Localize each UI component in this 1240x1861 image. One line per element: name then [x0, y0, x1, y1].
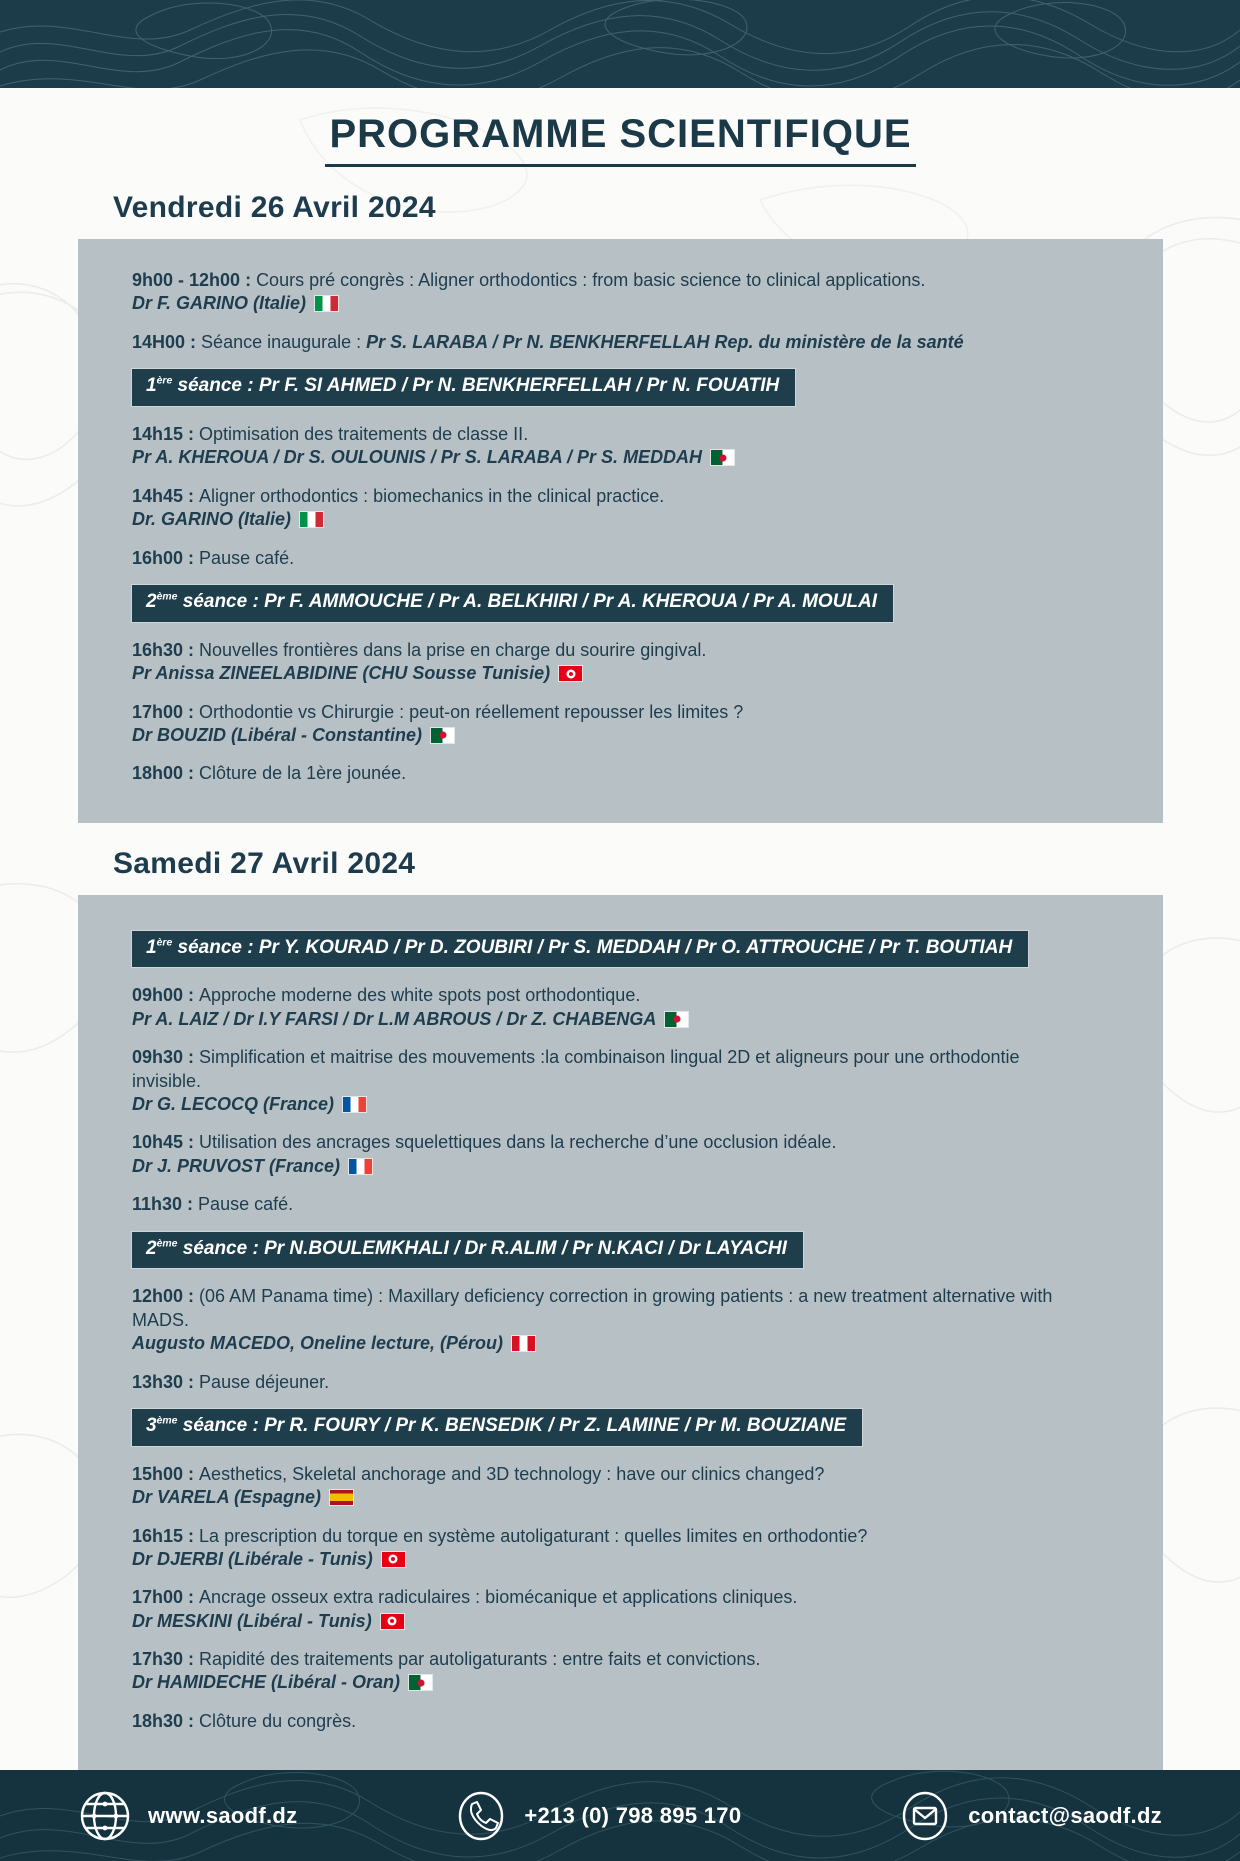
talk-line [132, 701, 1093, 724]
talk-line [132, 547, 1093, 570]
talk-row [132, 1046, 1093, 1116]
day-heading: Vendredi 26 Avril 2024 [113, 191, 436, 224]
talk-time: 16h30 [132, 639, 184, 660]
flag-spain-icon [330, 1490, 353, 1505]
speaker-line [132, 1155, 1093, 1178]
talk-row [132, 1648, 1093, 1695]
talk-line [132, 1710, 1093, 1733]
flag-tunisia-icon [559, 666, 582, 681]
talk-time-separator: : [183, 1047, 200, 1068]
speaker-line [132, 1332, 1093, 1355]
talk-time: 10h45 [132, 1132, 184, 1153]
talk-line [132, 1131, 1093, 1154]
flag-france-icon [349, 1159, 372, 1174]
talk-time: 18h00 [132, 763, 184, 784]
talk-time-separator: : [183, 1587, 200, 1608]
session-bar [132, 1232, 803, 1269]
phone-contact [454, 1789, 741, 1843]
speaker-line [132, 1548, 1093, 1571]
talk-row [132, 1131, 1093, 1178]
speaker-name: Dr J. PRUVOST (France) [132, 1155, 341, 1176]
speaker-line [132, 292, 1093, 315]
speaker-line [132, 1610, 1093, 1633]
talk-row [132, 1285, 1093, 1355]
talk-time-separator: : [183, 985, 200, 1006]
talk-title: Ancrage osseux extra radiculaires : biomécanique et applications cliniques. [199, 1587, 798, 1608]
speaker-name: Dr BOUZID (Libéral - Constantine) [132, 724, 423, 745]
speaker-line [132, 446, 1093, 469]
speaker-name: Augusto MACEDO, Oneline lecture, (Pérou) [132, 1333, 504, 1354]
footer-band [0, 1770, 1240, 1861]
day-heading: Samedi 27 Avril 2024 [113, 846, 416, 880]
talk-time-separator: : [183, 547, 200, 568]
speaker-name: Dr G. LECOCQ (France) [132, 1094, 335, 1115]
talk-time: 11h30 [132, 1194, 183, 1215]
talk-time-separator: : [240, 270, 257, 290]
talk-title: Cours pré congrès : Aligner orthodontics : from basic science to clinical applications. [256, 270, 926, 290]
session-number: 1 [146, 936, 157, 958]
session-ordinal-suffix: ère [156, 937, 173, 949]
talk-row [132, 269, 1093, 316]
globe-icon [78, 1789, 132, 1843]
talk-title: Clôture du congrès. [199, 1710, 357, 1731]
talk-line [132, 1046, 1093, 1093]
flag-algeria-icon [409, 1675, 432, 1690]
website-label: www.saodf.dz [148, 1802, 298, 1828]
talk-row [132, 331, 1093, 354]
talk-row [132, 701, 1093, 748]
talk-time-separator: : [183, 423, 200, 444]
talk-row [132, 1586, 1093, 1633]
talk-row [132, 984, 1093, 1031]
phone-label: +213 (0) 798 895 170 [524, 1802, 742, 1828]
talk-time-separator: : [183, 1710, 200, 1731]
talk-time-separator: : [183, 701, 200, 722]
header-topography-pattern [0, 0, 1240, 88]
talk-title: Simplification et maitrise des mouvements :la combinaison lingual 2D et aligneurs pour une orthodontie invisible. [132, 1047, 1020, 1091]
talk-row [132, 485, 1093, 532]
talk-line [132, 269, 1093, 292]
talk-title: Aesthetics, Skeletal anchorage and 3D technology : have our clinics changed? [199, 1463, 825, 1484]
talk-title: Pause café. [198, 1194, 294, 1215]
flag-tunisia-icon [382, 1552, 405, 1567]
speaker-name: Pr A. LAIZ / Dr I.Y FARSI / Dr L.M ABROUS / Dr Z. CHABENGA [132, 1008, 657, 1029]
talk-time-separator: : [185, 331, 202, 352]
talk-time: 16h15 [132, 1525, 184, 1546]
talk-time-separator: : [183, 1371, 200, 1392]
flag-tunisia-icon [381, 1614, 404, 1629]
talk-line [132, 1463, 1093, 1486]
session-number: 2 [146, 1237, 157, 1259]
speaker-name: Dr MESKINI (Libéral - Tunis) [132, 1610, 372, 1631]
flag-france-icon [343, 1097, 366, 1112]
session-number: 3 [146, 1414, 157, 1436]
session-bar [132, 931, 1028, 968]
speaker-name: Dr VARELA (Espagne) [132, 1487, 322, 1508]
speaker-line [132, 1008, 1093, 1031]
talk-title: Utilisation des ancrages squelettiques dans la recherche d’une occlusion idéale. [199, 1132, 837, 1153]
talk-title: Clôture de la 1ère jounée. [199, 763, 407, 784]
phone-icon [454, 1789, 508, 1843]
website-contact [78, 1789, 297, 1843]
talk-time: 14h15 [132, 423, 184, 444]
flag-peru-icon [512, 1336, 535, 1351]
email-contact [898, 1789, 1162, 1843]
talk-line [132, 485, 1093, 508]
talk-time: 13h30 [132, 1371, 184, 1392]
flag-algeria-icon [711, 450, 734, 465]
talk-title: Orthodontie vs Chirurgie : peut-on réellement repousser les limites ? [199, 701, 744, 722]
session-number: 1 [146, 375, 157, 397]
talk-row [132, 1525, 1093, 1572]
speaker-line [132, 662, 1093, 685]
talk-title: Aligner orthodontics : biomechanics in the clinical practice. [199, 485, 665, 506]
talk-line [132, 1193, 1093, 1216]
session-chairs: séance : Pr N.BOULEMKHALI / Dr R.ALIM / Pr N.KACI / Dr LAYACHI [177, 1237, 787, 1259]
talk-line [132, 1371, 1093, 1394]
talk-time: 18h30 [132, 1710, 184, 1731]
talk-time-separator: : [183, 1463, 200, 1484]
talk-title: Pause déjeuner. [199, 1371, 330, 1392]
talk-row [132, 547, 1093, 570]
speaker-line [132, 1486, 1093, 1509]
talk-time-separator: : [183, 485, 200, 506]
talk-time: 12h00 [132, 1286, 184, 1307]
talk-line [132, 984, 1093, 1007]
talk-line [132, 331, 1093, 354]
talk-title: Rapidité des traitements par autoligaturants : entre faits et convictions. [199, 1649, 761, 1670]
speaker-name: Pr S. LARABA / Pr N. BENKHERFELLAH Rep. du ministère de la santé [361, 331, 964, 352]
session-chairs: séance : Pr F. SI AHMED / Pr N. BENKHERFELLAH / Pr N. FOUATIH [172, 375, 780, 397]
talk-title: Séance inaugurale : [201, 331, 362, 352]
session-chairs: séance : Pr F. AMMOUCHE / Pr A. BELKHIRI / Pr A. KHEROUA / Pr A. MOULAI [177, 590, 878, 612]
session-ordinal-suffix: ème [156, 1238, 178, 1250]
flag-italy-icon [315, 296, 338, 311]
day-panel [78, 895, 1163, 1771]
talk-time-separator: : [183, 1525, 200, 1546]
speaker-name: Pr Anissa ZINEELABIDINE (CHU Sousse Tunisie) [132, 663, 551, 684]
talk-time-separator: : [183, 1286, 200, 1307]
talk-time: 15h00 [132, 1463, 184, 1484]
speaker-name: Dr. GARINO (Italie) [132, 509, 292, 530]
flag-italy-icon [300, 512, 323, 527]
day-panel [78, 239, 1163, 823]
talk-row [132, 762, 1093, 785]
talk-time: 09h00 [132, 985, 184, 1006]
talk-time: 9h00 - 12h00 [132, 270, 241, 290]
talk-line [132, 1586, 1093, 1609]
speaker-name: Dr DJERBI (Libérale - Tunis) [132, 1548, 373, 1569]
talk-line [132, 1525, 1093, 1548]
talk-time-separator: : [183, 1132, 200, 1153]
speaker-name: Dr HAMIDECHE (Libéral - Oran) [132, 1672, 401, 1693]
session-ordinal-suffix: ème [156, 1415, 178, 1427]
session-ordinal-suffix: ère [156, 375, 173, 387]
talk-row [132, 423, 1093, 470]
talk-line [132, 639, 1093, 662]
talk-time-separator: : [183, 639, 200, 660]
session-chairs: séance : Pr Y. KOURAD / Pr D. ZOUBIRI / Pr S. MEDDAH / Pr O. ATTROUCHE / Pr T. BOUTIAH [172, 936, 1013, 958]
talk-time-separator: : [183, 763, 200, 784]
talk-line [132, 762, 1093, 785]
speaker-line [132, 508, 1093, 531]
talk-time-separator: : [182, 1194, 199, 1215]
flag-algeria-icon [665, 1012, 688, 1027]
header-band [0, 0, 1240, 88]
talk-time: 14H00 [132, 331, 186, 352]
session-chairs: séance : Pr R. FOURY / Pr K. BENSEDIK / Pr Z. LAMINE / Pr M. BOUZIANE [177, 1414, 847, 1436]
page-title: PROGRAMME SCIENTIFIQUE [325, 112, 915, 167]
talk-line [132, 423, 1093, 446]
talk-title: La prescription du torque en système autoligaturant : quelles limites en orthodontie? [199, 1525, 868, 1546]
talk-time: 17h00 [132, 1587, 184, 1608]
email-label: contact@saodf.dz [968, 1802, 1162, 1828]
talk-row [132, 1193, 1093, 1216]
session-number: 2 [146, 590, 157, 612]
speaker-line [132, 1671, 1093, 1694]
talk-time: 09h30 [132, 1047, 184, 1068]
talk-time: 17h00 [132, 701, 184, 722]
talk-title: (06 AM Panama time) : Maxillary deficiency correction in growing patients : a new treatment alternative with MADS. [132, 1286, 1053, 1330]
email-icon [898, 1789, 952, 1843]
talk-line [132, 1648, 1093, 1671]
speaker-line [132, 724, 1093, 747]
talk-title: Optimisation des traitements de classe II. [199, 423, 529, 444]
talk-line [132, 1285, 1093, 1332]
talk-title: Nouvelles frontières dans la prise en charge du sourire gingival. [199, 639, 707, 660]
talk-row [132, 1710, 1093, 1733]
talk-time: 14h45 [132, 485, 184, 506]
talk-time-separator: : [183, 1649, 200, 1670]
program-content [0, 88, 1240, 1770]
talk-time: 17h30 [132, 1649, 184, 1670]
speaker-name: Dr F. GARINO (Italie) [132, 293, 307, 314]
talk-title: Approche moderne des white spots post orthodontique. [199, 985, 641, 1006]
session-ordinal-suffix: ème [156, 591, 178, 603]
session-bar [132, 585, 893, 622]
talk-row [132, 1371, 1093, 1394]
talk-row [132, 1463, 1093, 1510]
talk-title: Pause café. [199, 547, 295, 568]
speaker-name: Pr A. KHEROUA / Dr S. OULOUNIS / Pr S. LARABA / Pr S. MEDDAH [132, 447, 703, 468]
session-bar [132, 369, 795, 406]
session-bar [132, 1409, 862, 1446]
flag-algeria-icon [431, 728, 454, 743]
talk-time: 16h00 [132, 547, 184, 568]
talk-row [132, 639, 1093, 686]
speaker-line [132, 1093, 1093, 1116]
program-days [78, 191, 1163, 1770]
